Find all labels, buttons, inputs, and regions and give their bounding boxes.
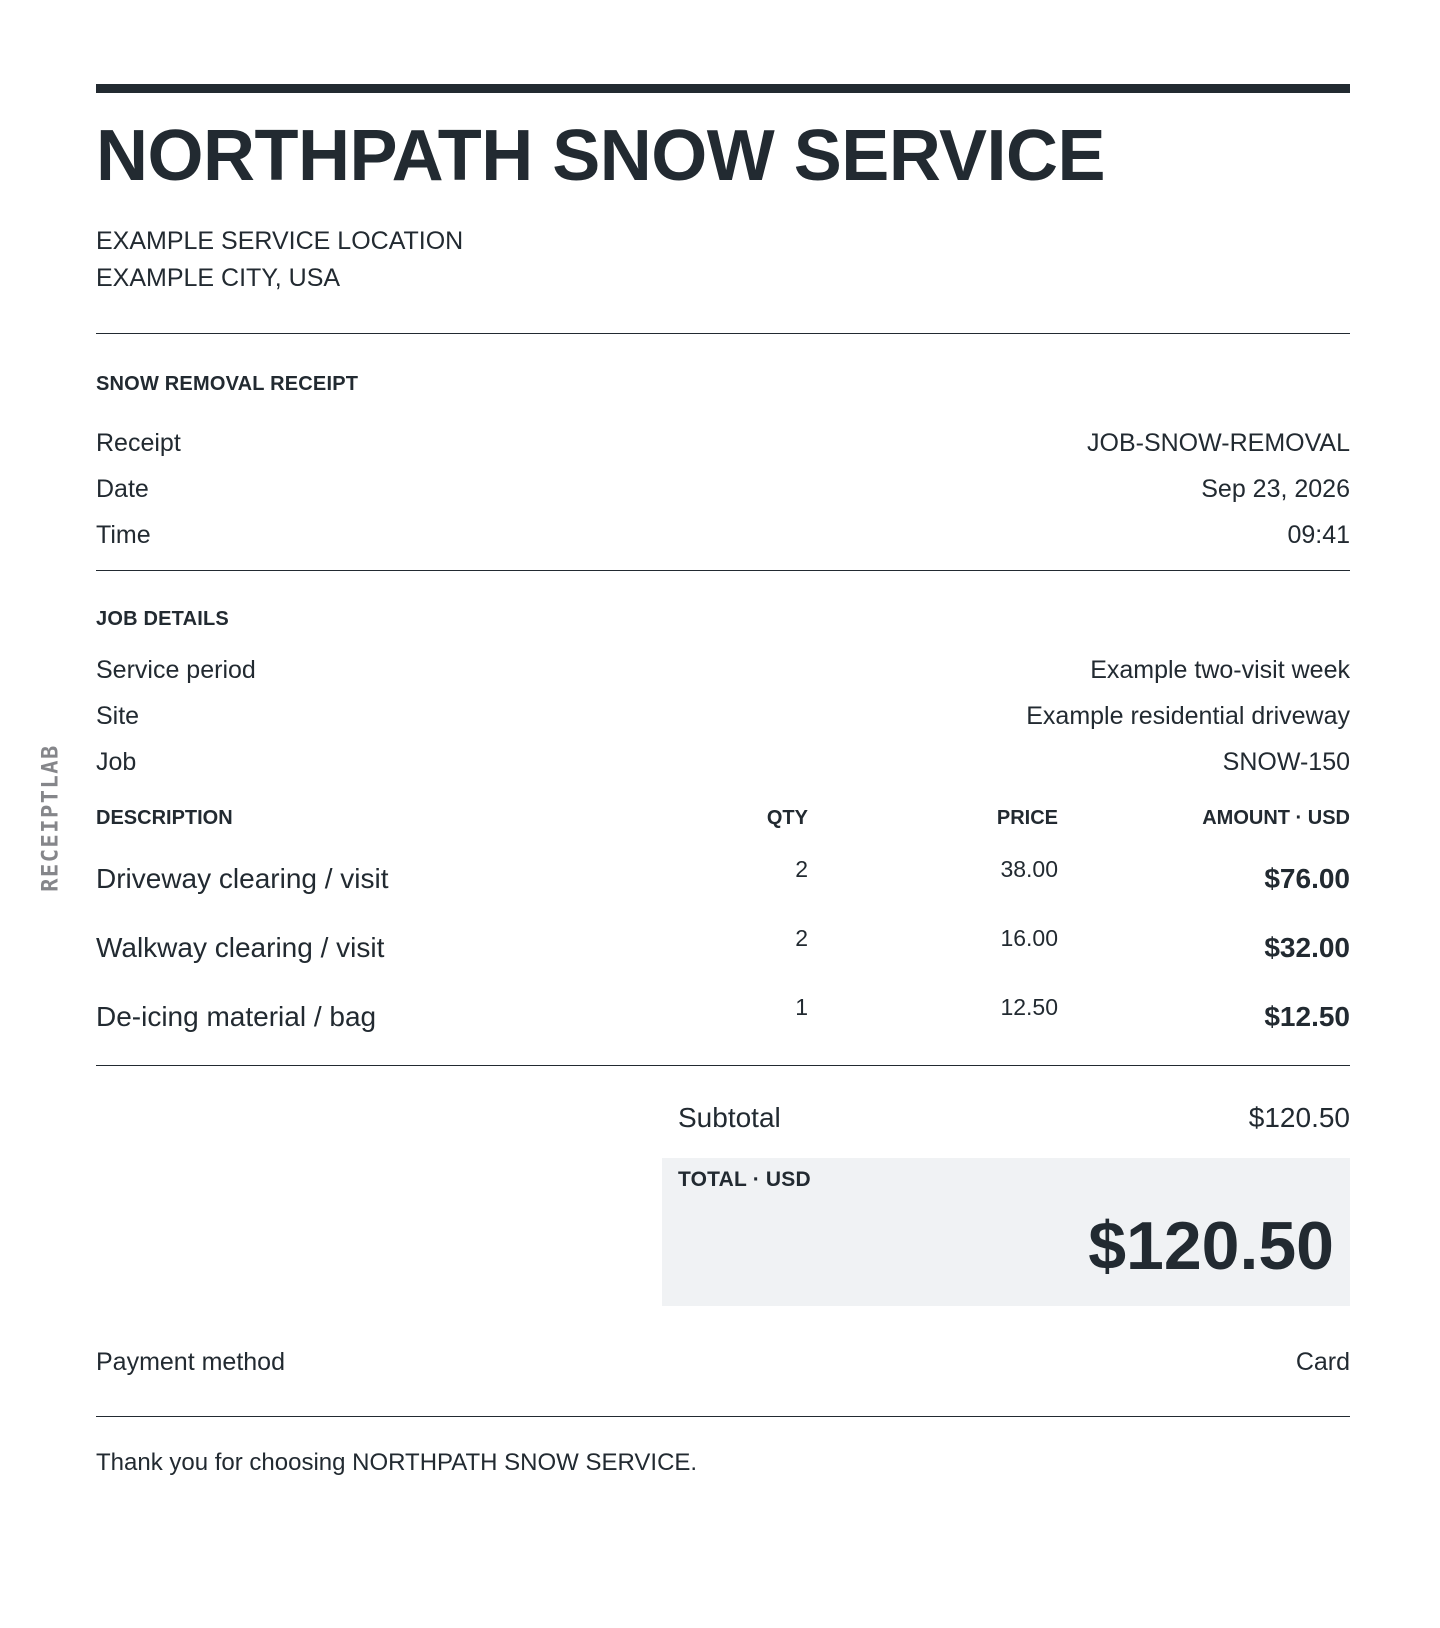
field-label: Job	[96, 748, 137, 776]
item-amount: $32.00	[1264, 931, 1350, 963]
subtotal-value: $120.50	[1248, 1102, 1350, 1133]
item-description: Driveway clearing / visit	[96, 862, 389, 894]
divider	[96, 1416, 1350, 1417]
field-label: Site	[96, 702, 140, 730]
item-price: 16.00	[1000, 925, 1058, 951]
field-value: 09:41	[1287, 521, 1350, 549]
payment-method-row	[96, 1346, 1350, 1378]
receipt	[96, 84, 1350, 1477]
subtotal-label: Subtotal	[678, 1102, 781, 1133]
item-amount: $12.50	[1264, 1000, 1350, 1032]
table-row	[96, 844, 1350, 913]
field-label: Service period	[96, 656, 256, 684]
item-description: Walkway clearing / visit	[96, 931, 385, 963]
job-fields	[96, 647, 1350, 785]
column-header-amount: AMOUNT · USD	[1202, 807, 1350, 829]
totals-section	[678, 1100, 1350, 1306]
column-header-price: PRICE	[996, 807, 1058, 829]
payment-method-value: Card	[1295, 1348, 1350, 1376]
item-qty: 1	[795, 994, 808, 1020]
address-line-2: EXAMPLE CITY, USA	[96, 264, 341, 292]
item-qty: 2	[795, 925, 808, 951]
receipt-section-title: SNOW REMOVAL RECEIPT	[96, 373, 359, 395]
total-label: TOTAL · USD	[678, 1168, 811, 1191]
field-value: SNOW-150	[1222, 748, 1350, 776]
service-period-row	[96, 647, 1350, 693]
field-value: Sep 23, 2026	[1201, 475, 1350, 503]
divider	[96, 1065, 1350, 1066]
job-section-title: JOB DETAILS	[96, 608, 229, 630]
address-line-1: EXAMPLE SERVICE LOCATION	[96, 227, 464, 255]
business-name: NORTHPATH SNOW SERVICE	[96, 116, 1106, 196]
column-header-qty: QTY	[766, 807, 808, 829]
date-row	[96, 466, 1350, 512]
total-value: $120.50	[1088, 1208, 1334, 1284]
subtotal-row	[678, 1100, 1350, 1136]
thank-you-message: Thank you for choosing NORTHPATH SNOW SERVICE.	[96, 1449, 698, 1476]
item-price: 12.50	[1000, 994, 1058, 1020]
payment-method-label: Payment method	[96, 1348, 285, 1376]
column-header-description: DESCRIPTION	[96, 807, 233, 829]
table-row	[96, 913, 1350, 982]
divider	[96, 333, 1350, 334]
top-rule	[96, 84, 1350, 93]
receipt-number-row	[96, 420, 1350, 466]
field-value: Example two-visit week	[1090, 656, 1350, 684]
item-description: De-icing material / bag	[96, 1000, 377, 1032]
items-table-body	[96, 844, 1350, 1051]
divider	[96, 570, 1350, 571]
field-label: Date	[96, 475, 149, 503]
field-value: Example residential driveway	[1026, 702, 1350, 730]
field-label: Time	[96, 521, 151, 549]
items-table-header	[96, 803, 1350, 833]
job-row	[96, 739, 1350, 785]
total-box	[662, 1158, 1350, 1306]
field-value: JOB-SNOW-REMOVAL	[1087, 429, 1350, 457]
item-price: 38.00	[1000, 856, 1058, 882]
site-row	[96, 693, 1350, 739]
receipt-fields	[96, 420, 1350, 558]
table-row	[96, 982, 1350, 1051]
business-address	[96, 223, 1350, 297]
watermark-text: RECEIPTLAB	[38, 744, 64, 892]
item-qty: 2	[795, 856, 808, 882]
field-label: Receipt	[96, 429, 181, 457]
item-amount: $76.00	[1264, 862, 1350, 894]
time-row	[96, 512, 1350, 558]
